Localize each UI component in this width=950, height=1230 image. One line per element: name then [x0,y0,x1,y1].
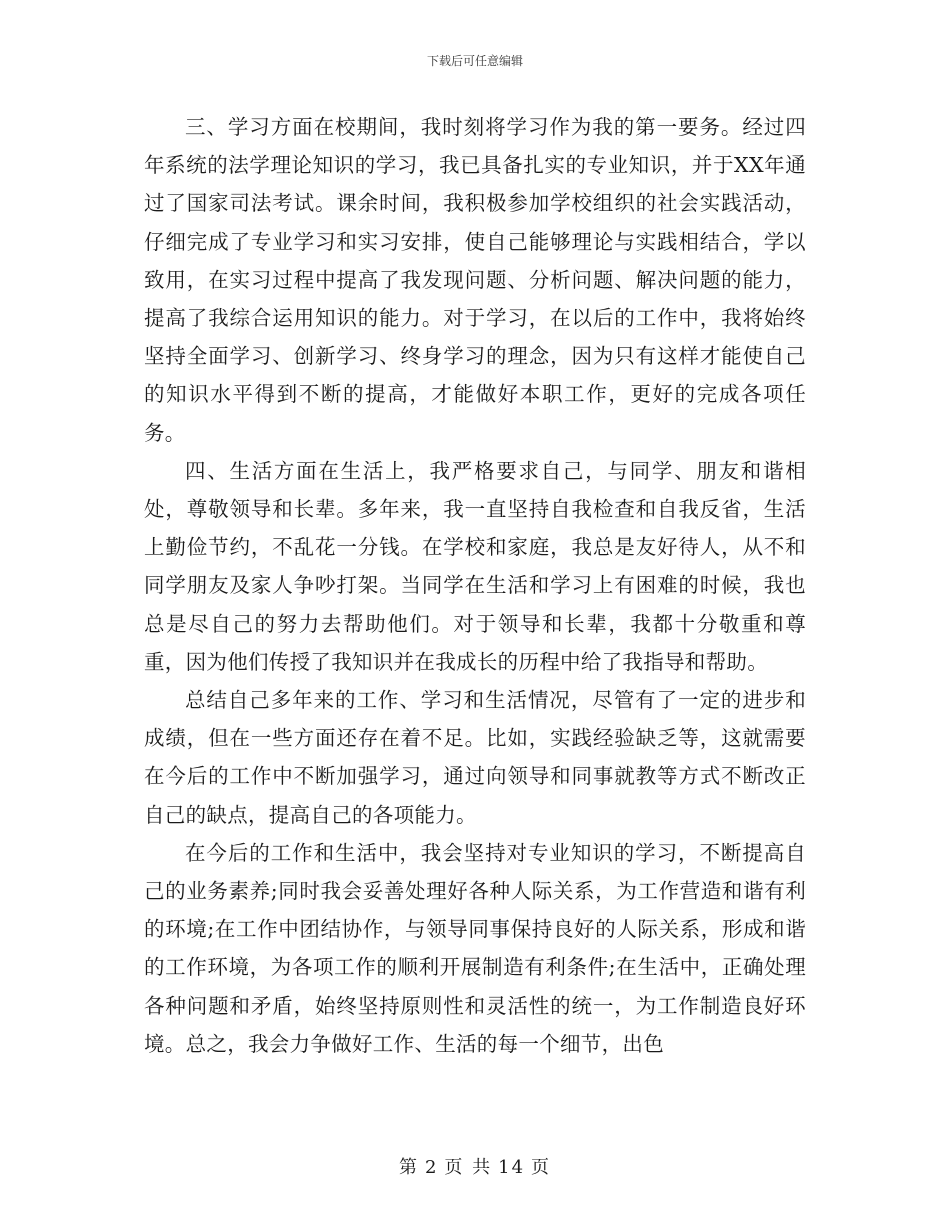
footer-suffix: 页 [531,1157,552,1178]
paragraph-study: 三、学习方面在校期间，我时刻将学习作为我的第一要务。经过四年系统的法学理论知识的学习，我已具备扎实的专业知识，并于XX年通过了国家司法考试。课余时间，我积极参加学校组织的社会实践活动，仔细完成了专业学习和实习安排，使自己能够理论与实践相结合，学以致用，在实习过程中提高了我发现问题、分析问题、解决问题的能力，提高了我综合运用知识的能力。对于学习，在以后的工作中，我将始终坚持全面学习、创新学习、终身学习的理念，因为只有这样才能使自己的知识水平得到不断的提高，才能做好本职工作，更好的完成各项任务。 [144,115,806,445]
paragraph-future: 在今后的工作和生活中，我会坚持对专业知识的学习，不断提高自己的业务素养;同时我会妥善处理好各种人际关系，为工作营造和谐有利的环境;在工作中团结协作，与领导同事保持良好的人际关系，形成和谐的工作环境，为各项工作的顺利开展制造有利条件;在生活中，正确处理各种问题和矛盾，始终坚持原则性和灵活性的统一，为工作制造良好环境。总之，我会力争做好工作、生活的每一个细节，出色 [144,840,806,1056]
paragraph-life: 四、生活方面在生活上，我严格要求自己，与同学、朋友和谐相处，尊敬领导和长辈。多年来，我一直坚持自我检查和自我反省，生活上勤俭节约，不乱花一分钱。在学校和家庭，我总是友好待人，从不和同学朋友及家人争吵打架。当同学在生活和学习上有困难的时候，我也总是尽自己的努力去帮助他们。对于领导和长辈，我都十分敬重和尊重，因为他们传授了我知识并在我成长的历程中给了我指导和帮助。 [144,458,806,674]
footer-page-number: 2 [424,1157,439,1178]
footer-prefix: 第 [398,1157,419,1178]
page-footer [0,1153,950,1179]
document-body [144,108,806,1063]
footer-total-pages: 14 [498,1157,526,1178]
paragraph-summary: 总结自己多年来的工作、学习和生活情况，尽管有了一定的进步和成绩，但在一些方面还存在着不足。比如，实践经验缺乏等，这就需要在今后的工作中不断加强学习，通过向领导和同事就教等方式不断改正自己的缺点，提高自己的各项能力。 [144,688,806,827]
page-header: 下载后可任意编辑 [426,54,523,68]
footer-middle: 页 共 [444,1157,493,1178]
